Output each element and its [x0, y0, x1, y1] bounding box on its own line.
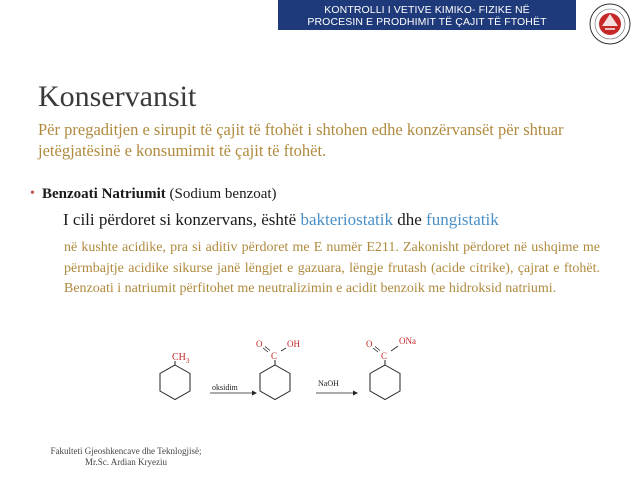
- slide-subtitle: Për pregaditjen e sirupit të çajit të ftohët i shtohen edhe konzërvansët për shtuar jetëgjatësinë e konsumimit të çajit të ftohët.: [38, 120, 564, 160]
- university-seal-icon: [588, 2, 632, 46]
- footer-credit: Fakulteti Gjeoshkencave dhe Teknlogjisë; Mr.Sc. Ardian Kryeziu: [50, 446, 202, 467]
- bullet-item: [30, 186, 277, 203]
- slide-title: Konservansit: [38, 80, 197, 113]
- carbon-label-1: C: [271, 351, 278, 361]
- oxygen-label-2: O: [366, 339, 373, 349]
- term-bacteriostatic: bakteriostatik: [300, 210, 393, 229]
- header-line-2: PROCESIN E PRODHIMIT TË ÇAJIT TË FTOHËT: [307, 16, 547, 28]
- usage-text-a: I cili përdoret si konzervans, është: [63, 210, 301, 229]
- description-paragraph: në kushte acidike, pra si aditiv përdoret me E numër E211. Zakonisht përdoret në ushqime me përmbajtje acidike sikurse janë lëngjet e gazuara, lëngje frutash (acide citrike), çajrat e ftohët. Benzoati i natriumit përfitohet me neutralizimin e acidit benzoik me hidroksid natriumi.: [64, 240, 600, 296]
- usage-line: [63, 210, 499, 230]
- ona-label: ONa: [399, 336, 416, 346]
- usage-text-c: dhe: [392, 210, 427, 229]
- benzene-ring-sodium-benzoate: [370, 365, 400, 400]
- header-line-1: KONTROLLI I VETIVE KIMIKO- FIZIKE NË: [324, 4, 530, 16]
- benzene-ring-benzoic-acid: [260, 365, 290, 400]
- bullet-bold-text: Benzoati Natriumit: [42, 186, 166, 202]
- term-fungistatic: fungistatik: [426, 210, 499, 229]
- naoh-label: NaOH: [318, 379, 339, 388]
- header-banner: [278, 0, 576, 30]
- ch3-label: $CH_3$: [172, 352, 190, 365]
- bullet-dot-icon: •: [30, 186, 35, 201]
- oh-label: OH: [287, 339, 300, 349]
- bullet-rest-text: (Sodium benzoat): [165, 186, 277, 202]
- benzene-ring-toluene: [160, 365, 190, 400]
- oxygen-label-1: O: [256, 339, 263, 349]
- reaction-scheme: [150, 335, 450, 415]
- oxidation-label: oksidim: [212, 383, 238, 392]
- carbon-label-2: C: [381, 351, 388, 361]
